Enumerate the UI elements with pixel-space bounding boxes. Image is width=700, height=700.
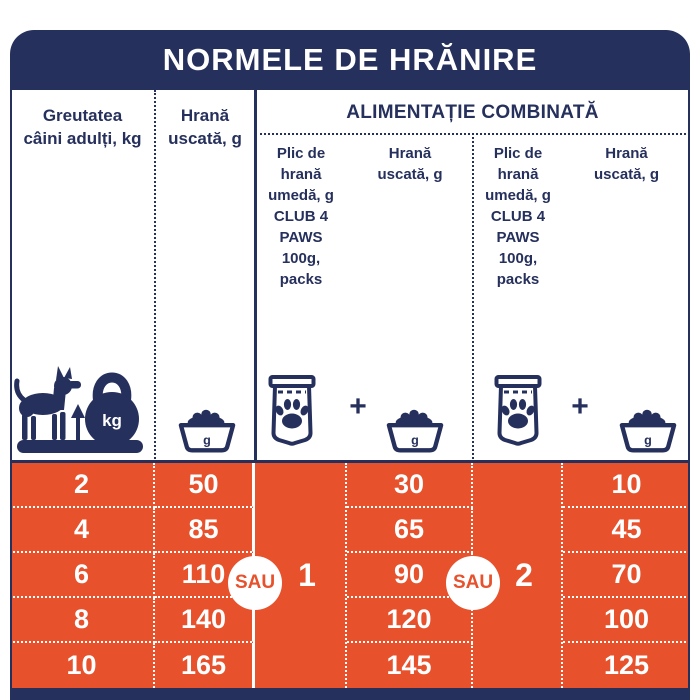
data-grid xyxy=(10,463,690,688)
dry-food-column-header: Hrană uscată, g xyxy=(168,106,242,148)
combo1-dry-cell: 90 xyxy=(347,553,473,598)
kg-label: kg xyxy=(102,411,122,430)
table-left-border xyxy=(10,88,12,688)
page-title: NORMELE DE HRĂNIRE xyxy=(162,42,538,77)
food-bowl-icon xyxy=(386,408,444,454)
combo2-dry-cell: 70 xyxy=(563,553,690,598)
dry-cell: 165 xyxy=(155,643,255,688)
combo2-dry-cell: 45 xyxy=(563,508,690,553)
combo1-dry-cell: 120 xyxy=(347,598,473,643)
weight-cell: 4 xyxy=(10,508,155,553)
combined-feeding-header: ALIMENTAȚIE COMBINATĂ xyxy=(346,102,599,123)
dry-cell: 140 xyxy=(155,598,255,643)
weight-cell: 2 xyxy=(10,463,155,508)
header-data-divider xyxy=(10,460,690,463)
combo1-dry-cell: 30 xyxy=(347,463,473,508)
up-arrow-icon xyxy=(71,404,85,440)
divider-combined-subheader xyxy=(255,133,690,135)
wet-pouch-column-header-2: Plic de hrană umedă, g CLUB 4 PAWS 100g, packs xyxy=(485,145,551,288)
plus-icon: + xyxy=(349,390,367,423)
or-badge-1: SAU xyxy=(228,556,282,610)
grams-label: g xyxy=(203,433,211,448)
table-data-section xyxy=(10,463,690,688)
combo2-dry-cell: 125 xyxy=(603,650,650,680)
dry-food-column-header-combo2: Hrană uscată, g xyxy=(593,145,660,183)
weight-cell: 6 xyxy=(10,553,155,598)
dry-cell: 50 xyxy=(155,463,255,508)
combo1-dry-cell: 65 xyxy=(347,508,473,553)
wet-pouch-icon xyxy=(492,374,544,450)
combo2-dry-cell: 10 xyxy=(563,463,690,508)
table-right-border xyxy=(688,88,690,688)
food-bowl-icon xyxy=(178,408,236,454)
plus-icon: + xyxy=(571,390,589,423)
table-header-section xyxy=(10,90,690,463)
dog-icon xyxy=(17,366,81,440)
weight-column-header: Greutatea câini adulți, kg xyxy=(23,106,142,148)
food-bowl-icon xyxy=(619,408,677,454)
feeding-table xyxy=(10,30,690,700)
combo1-packs-value: 1 xyxy=(255,463,347,688)
title-bar xyxy=(10,30,690,90)
dry-cell: 85 xyxy=(155,508,255,553)
wet-pouch-column-header-1: Plic de hrană umedă, g CLUB 4 PAWS 100g, packs xyxy=(268,145,334,288)
weight-cell: 10 xyxy=(10,643,155,688)
grams-label: g xyxy=(411,433,419,448)
dry-cell: 110 xyxy=(155,553,255,598)
grams-label: g xyxy=(644,433,652,448)
combo2-dry-cell: 100 xyxy=(563,598,690,643)
wet-pouch-icon xyxy=(266,374,318,450)
weight-cell: 8 xyxy=(10,598,155,643)
combo1-dry-cell: 145 xyxy=(347,643,473,688)
combo2-packs-value: 2 xyxy=(473,463,563,688)
kettlebell-icon xyxy=(85,378,139,447)
dog-weight-icon xyxy=(14,366,150,458)
or-badge-2: SAU xyxy=(446,556,500,610)
dry-food-column-header-combo1: Hrană uscată, g xyxy=(377,145,443,183)
bottom-bar xyxy=(10,688,690,700)
